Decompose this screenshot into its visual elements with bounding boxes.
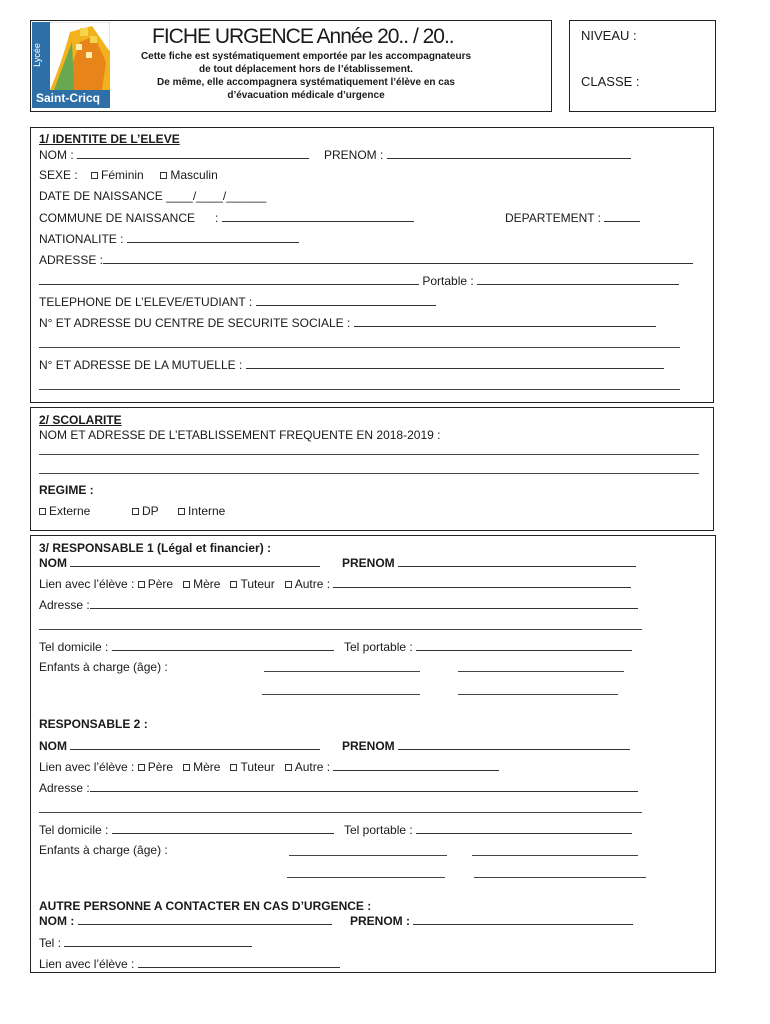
resp2-prenom-label: PRENOM xyxy=(342,739,395,753)
externe-checkbox[interactable] xyxy=(39,508,46,515)
resp2-mere-checkbox[interactable] xyxy=(183,764,190,771)
subtitle-line: Cette fiche est systématiquement emportée par les accompagnateurs xyxy=(140,51,472,62)
mutuelle-row xyxy=(39,357,664,372)
resp1-enfants-label: Enfants à charge (âge) : xyxy=(39,660,168,674)
resp2-tel-domicile-input[interactable] xyxy=(112,822,334,834)
secu-input[interactable] xyxy=(354,315,656,327)
resp1-mere-checkbox[interactable] xyxy=(183,581,190,588)
resp2-mere-label: Mère xyxy=(193,760,221,774)
date-naissance-field[interactable]: DATE DE NAISSANCE ____/____/______ xyxy=(39,189,267,203)
autre-lien-row xyxy=(39,956,340,971)
resp2-enfants-input[interactable] xyxy=(472,855,638,856)
resp1-prenom-label: PRENOM xyxy=(342,556,395,570)
commune-colon: : xyxy=(215,211,219,225)
nom-input[interactable] xyxy=(77,147,309,159)
dp-checkbox[interactable] xyxy=(132,508,139,515)
adresse-row xyxy=(39,252,693,267)
resp2-enfants-input[interactable] xyxy=(287,877,445,878)
secu-row xyxy=(39,315,656,330)
subtitle-line: d’évacuation médicale d’urgence xyxy=(227,90,385,101)
externe-label: Externe xyxy=(49,504,91,518)
autre-prenom-row xyxy=(350,913,633,928)
resp2-prenom-row xyxy=(342,738,630,753)
resp2-autre-label: Autre : xyxy=(294,760,331,774)
logo-school-small: Lycée xyxy=(31,43,42,67)
autre-nom-input[interactable] xyxy=(78,913,332,925)
resp1-autre-label: Autre : xyxy=(294,577,331,591)
autre-lien-input[interactable] xyxy=(138,956,340,968)
departement-label: DEPARTEMENT : xyxy=(505,211,602,225)
portable-label: Portable : xyxy=(422,274,474,288)
form-title: FICHE URGENCE Année 20.. / 20.. xyxy=(152,25,454,48)
commune-label: COMMUNE DE NAISSANCE xyxy=(39,211,196,225)
adresse-portable-row xyxy=(39,273,679,288)
resp1-nom-label: NOM xyxy=(39,556,67,570)
logo-school-name: Saint-Cricq xyxy=(36,91,101,105)
subtitle-line: de tout déplacement hors de l’établissement. xyxy=(199,64,413,75)
nationalite-row xyxy=(39,231,299,246)
resp2-lien-label: Lien avec l’élève : xyxy=(39,760,135,774)
resp2-tuteur-checkbox[interactable] xyxy=(230,764,237,771)
resp2-nom-input[interactable] xyxy=(70,738,320,750)
section-3-title: 3/ RESPONSABLE 1 (Légal et financier) : xyxy=(39,541,272,555)
resp2-tel-portable-row xyxy=(344,822,632,837)
resp2-adresse-row xyxy=(39,780,638,795)
resp1-adresse-label: Adresse : xyxy=(39,598,90,612)
resp1-enfants-input[interactable] xyxy=(458,694,618,695)
departement-row xyxy=(505,210,640,225)
subtitle-line: De même, elle accompagnera systématiquement l’élève en cas xyxy=(157,77,455,88)
resp1-nom-row xyxy=(39,555,320,570)
autre-tel-row xyxy=(39,935,252,950)
section-1-title: 1/ IDENTITE DE L’ELEVE xyxy=(39,132,180,146)
resp2-nom-label: NOM xyxy=(39,739,67,753)
regime-externe[interactable] xyxy=(39,504,90,518)
resp1-adresse-row xyxy=(39,597,638,612)
resp2-pere-checkbox[interactable] xyxy=(138,764,145,771)
resp2-tuteur-label: Tuteur xyxy=(240,760,275,774)
resp2-autre-checkbox[interactable] xyxy=(285,764,292,771)
secu-label: N° ET ADRESSE DU CENTRE DE SECURITE SOCIALE : xyxy=(39,316,351,330)
resp2-tel-portable-input[interactable] xyxy=(416,822,632,834)
nom-row xyxy=(39,147,309,162)
prenom-label: PRENOM : xyxy=(324,148,384,162)
commune-row xyxy=(39,210,414,225)
autre-title: AUTRE PERSONNE A CONTACTER EN CAS D’URGENCE : xyxy=(39,899,372,913)
resp1-tel-domicile-row xyxy=(39,639,334,654)
resp1-pere-label: Père xyxy=(147,577,174,591)
resp2-adresse-input[interactable] xyxy=(90,780,638,792)
feminin-checkbox[interactable] xyxy=(91,172,98,179)
mutuelle-label: N° ET ADRESSE DE LA MUTUELLE : xyxy=(39,358,243,372)
section-2-title: 2/ SCOLARITE xyxy=(39,413,122,427)
etablissement-input[interactable] xyxy=(39,454,699,455)
portable-input[interactable] xyxy=(477,273,679,285)
resp1-adresse-input-2[interactable] xyxy=(39,629,642,630)
secu-input-2[interactable] xyxy=(39,347,680,348)
resp1-tuteur-label: Tuteur xyxy=(240,577,275,591)
autre-tel-label: Tel : xyxy=(39,936,62,950)
resp1-enfants-input[interactable] xyxy=(264,671,420,672)
resp1-lien-row xyxy=(39,576,631,591)
resp1-prenom-input[interactable] xyxy=(398,555,636,567)
resp2-enfants-label: Enfants à charge (âge) : xyxy=(39,843,168,857)
sexe-label: SEXE : xyxy=(39,168,78,182)
adresse-label: ADRESSE : xyxy=(39,253,104,267)
resp1-tel-domicile-input[interactable] xyxy=(112,639,334,651)
resp1-prenom-row xyxy=(342,555,636,570)
dp-label: DP xyxy=(142,504,159,518)
regime-interne[interactable] xyxy=(178,504,225,518)
autre-prenom-input[interactable] xyxy=(413,913,633,925)
resp1-tel-domicile-label: Tel domicile : xyxy=(39,640,109,654)
etablissement-label: NOM ET ADRESSE DE L’ETABLISSEMENT FREQUENTE EN 2018-2019 : xyxy=(39,428,441,442)
masculin-label: Masculin xyxy=(170,168,218,182)
resp1-tel-portable-label: Tel portable : xyxy=(344,640,413,654)
form-subtitle xyxy=(116,50,496,102)
resp2-enfants-input[interactable] xyxy=(289,855,447,856)
resp1-lien-label: Lien avec l’élève : xyxy=(39,577,135,591)
telephone-label: TELEPHONE DE L’ELEVE/ETUDIANT : xyxy=(39,295,253,309)
interne-checkbox[interactable] xyxy=(178,508,185,515)
classe-field[interactable]: CLASSE : xyxy=(581,74,640,89)
resp2-adresse-input-2[interactable] xyxy=(39,812,642,813)
regime-label: REGIME : xyxy=(39,483,94,497)
feminin-label: Féminin xyxy=(101,168,144,182)
adresse-input[interactable] xyxy=(103,252,693,264)
resp2-pere-label: Père xyxy=(147,760,174,774)
resp1-tel-portable-row xyxy=(344,639,632,654)
resp2-autre-input[interactable] xyxy=(333,759,499,771)
etablissement-input-2[interactable] xyxy=(39,473,699,474)
resp1-adresse-input[interactable] xyxy=(90,597,638,609)
autre-prenom-label: PRENOM : xyxy=(350,914,410,928)
resp1-mere-label: Mère xyxy=(193,577,221,591)
telephone-row xyxy=(39,294,436,309)
autre-lien-label: Lien avec l’élève : xyxy=(39,957,135,971)
adresse-input-2[interactable] xyxy=(39,273,419,285)
niveau-field[interactable]: NIVEAU : xyxy=(581,28,637,43)
resp1-tel-portable-input[interactable] xyxy=(416,639,632,651)
departement-input[interactable] xyxy=(604,210,640,222)
resp1-nom-input[interactable] xyxy=(70,555,320,567)
resp2-tel-portable-label: Tel portable : xyxy=(344,823,413,837)
nom-label: NOM : xyxy=(39,148,74,162)
resp2-nom-row xyxy=(39,738,320,753)
resp2-prenom-input[interactable] xyxy=(398,738,630,750)
regime-dp[interactable] xyxy=(132,504,159,518)
autre-nom-label: NOM : xyxy=(39,914,75,928)
mutuelle-input-2[interactable] xyxy=(39,389,680,390)
nationalite-input[interactable] xyxy=(127,231,299,243)
resp2-lien-row xyxy=(39,759,499,774)
autre-nom-row xyxy=(39,913,332,928)
resp1-autre-input[interactable] xyxy=(333,576,631,588)
prenom-row xyxy=(324,147,631,162)
nationalite-label: NATIONALITE : xyxy=(39,232,124,246)
commune-input[interactable] xyxy=(222,210,414,222)
resp1-tuteur-checkbox[interactable] xyxy=(230,581,237,588)
mutuelle-input[interactable] xyxy=(246,357,664,369)
resp2-title: RESPONSABLE 2 : xyxy=(39,717,148,731)
resp2-tel-domicile-label: Tel domicile : xyxy=(39,823,109,837)
resp2-enfants-input[interactable] xyxy=(474,877,646,878)
resp2-adresse-label: Adresse : xyxy=(39,781,90,795)
resp1-enfants-input[interactable] xyxy=(458,671,624,672)
resp1-autre-checkbox[interactable] xyxy=(285,581,292,588)
resp2-tel-domicile-row xyxy=(39,822,334,837)
telephone-input[interactable] xyxy=(256,294,436,306)
sexe-row xyxy=(39,168,218,182)
autre-tel-input[interactable] xyxy=(64,935,252,947)
resp1-pere-checkbox[interactable] xyxy=(138,581,145,588)
interne-label: Interne xyxy=(188,504,226,518)
prenom-input[interactable] xyxy=(387,147,631,159)
resp1-enfants-input[interactable] xyxy=(262,694,420,695)
masculin-checkbox[interactable] xyxy=(160,172,167,179)
